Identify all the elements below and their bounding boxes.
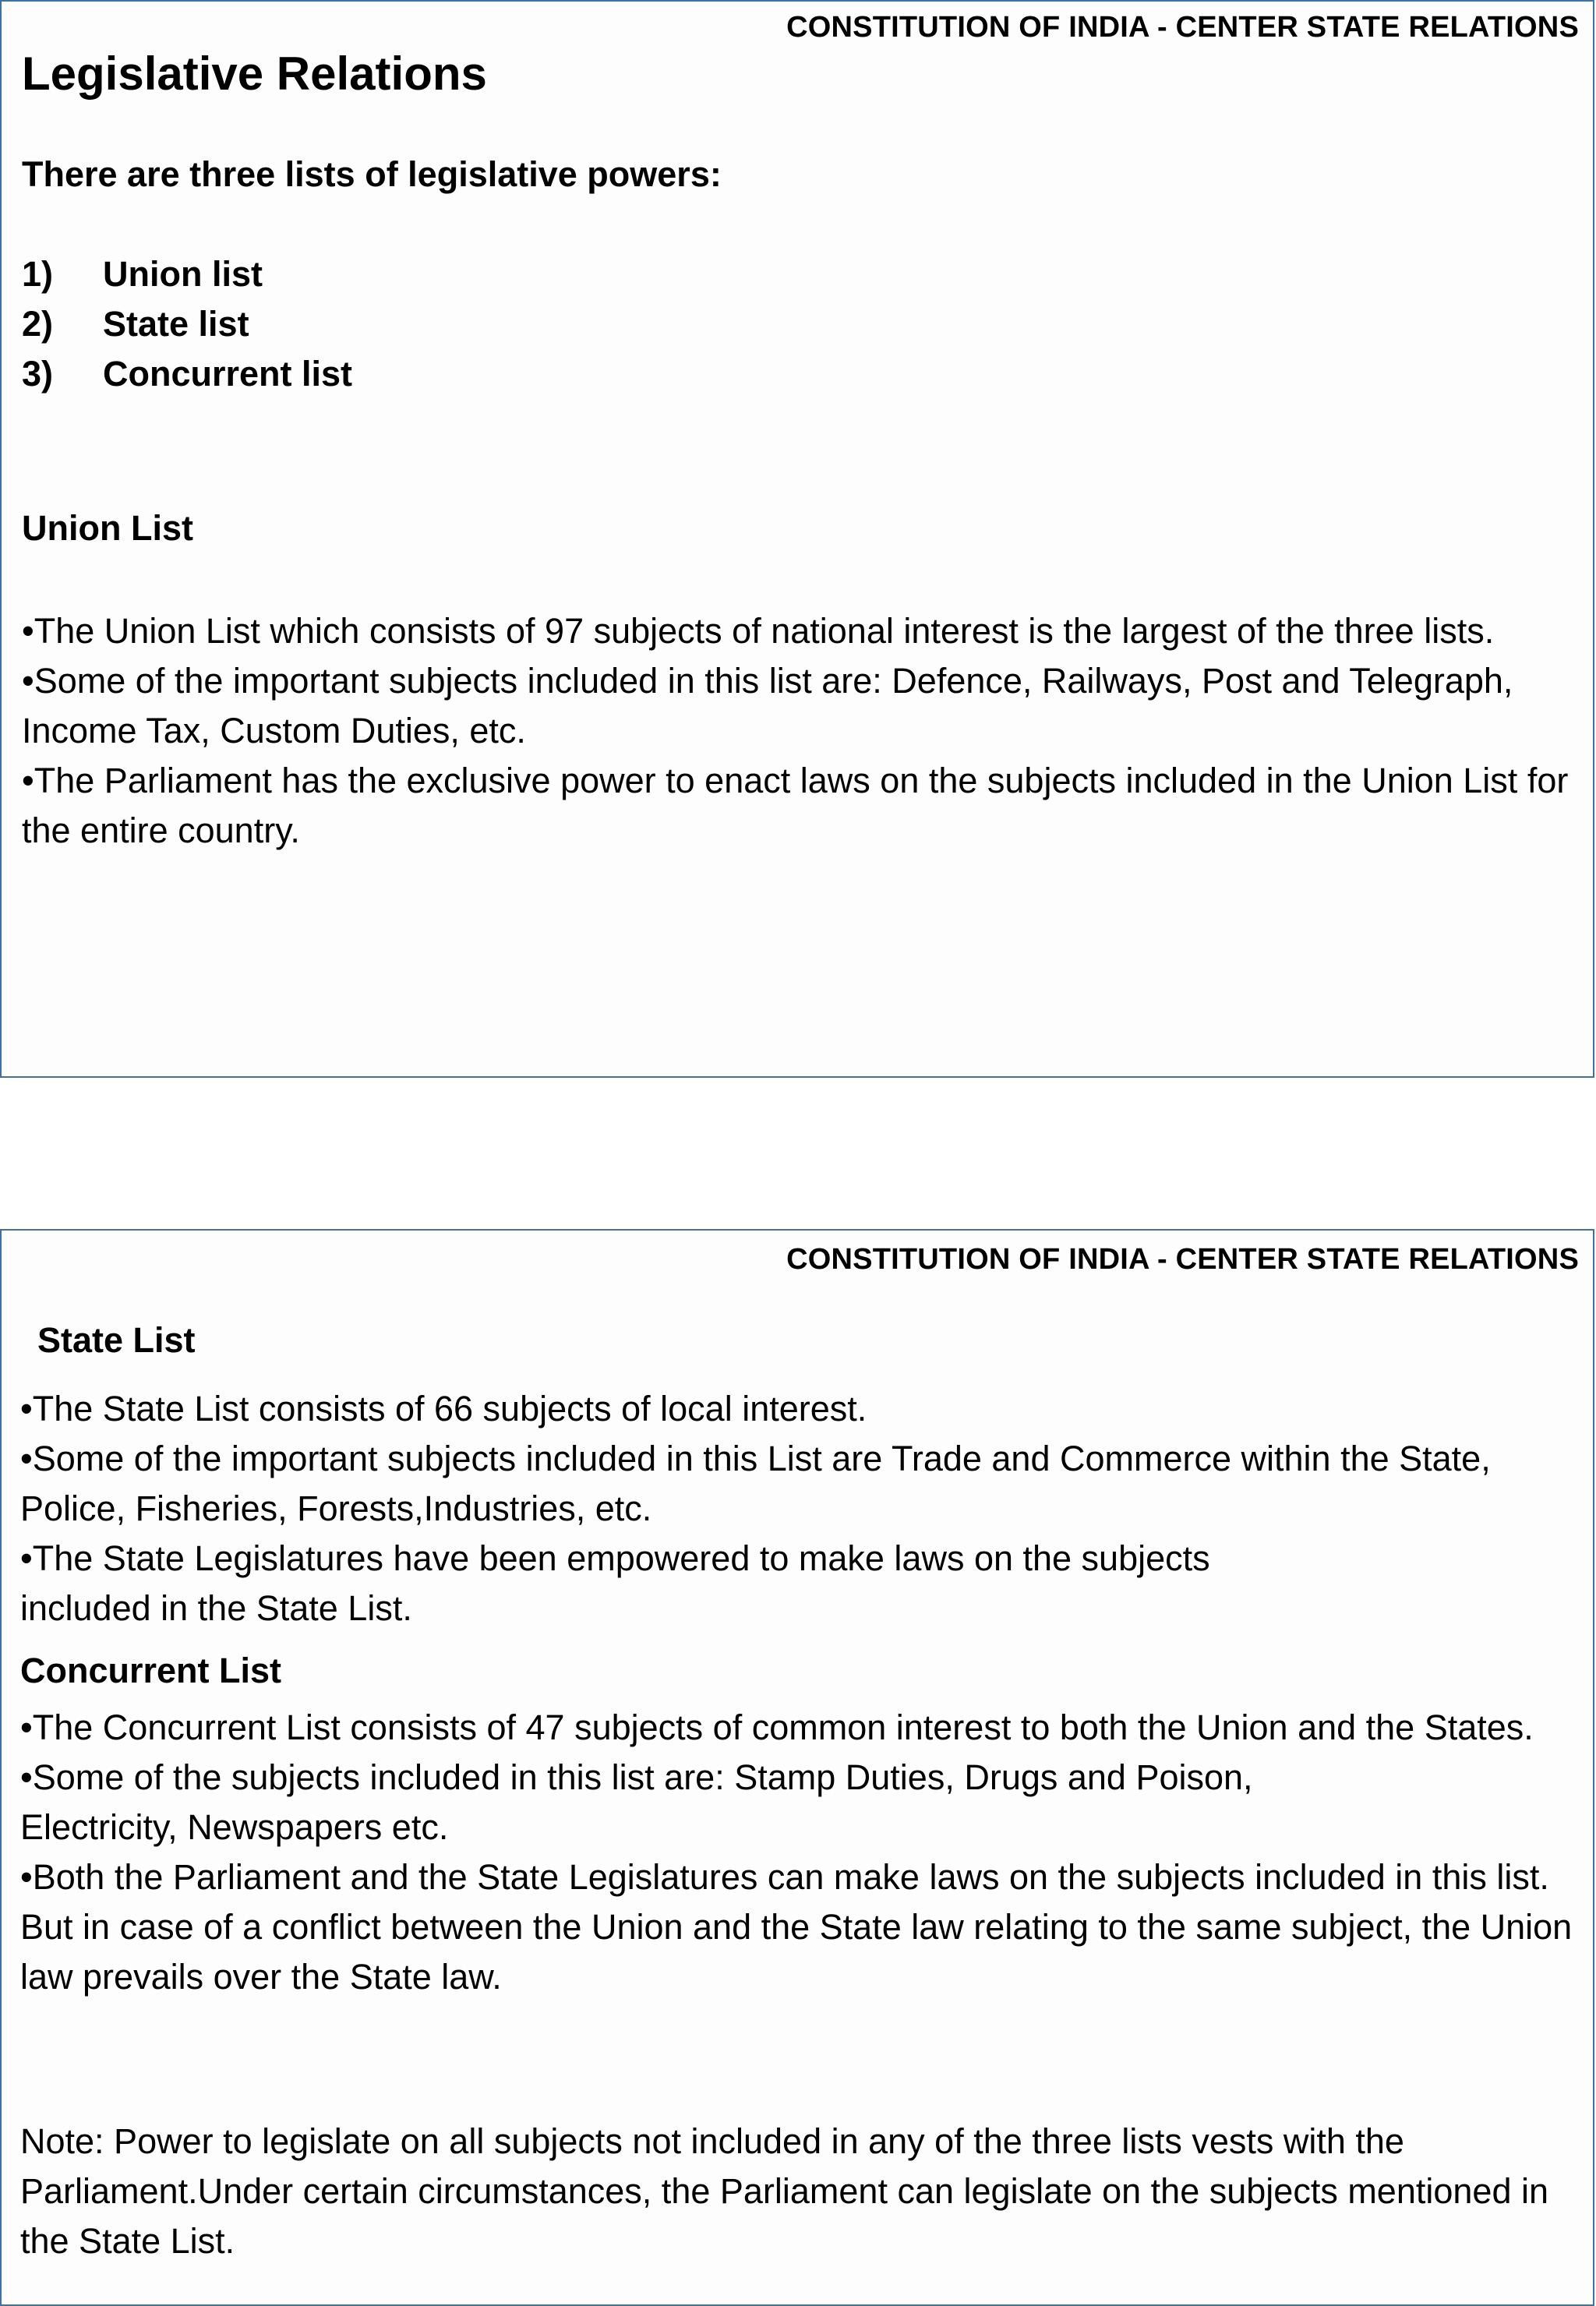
list-item-state [22, 299, 352, 349]
legislative-lists [22, 249, 352, 399]
list-item-union [22, 249, 352, 299]
bullet-item: •The State Legislatures have been empowered to make laws on the subjects included in the State List. [20, 1538, 1210, 1628]
intro-text: There are three lists of legislative powers: [22, 154, 722, 194]
bullet-item: •Both the Parliament and the State Legislatures can make laws on the subjects included in this list. But in case of a conflict between the Union and the State law relating to the same subject, the Union law prevails over the State law. [20, 1857, 1573, 1997]
concurrent-list-heading: Concurrent List [20, 1651, 282, 1690]
union-list-bullets [22, 606, 1574, 856]
note-text: Note: Power to legislate on all subjects not included in any of the three lists vests with the Parliament.Under certain circumstances, the Parliament can legislate on the subjects mentioned in the State List. [20, 2121, 1548, 2261]
bullet-item: •The Parliament has the exclusive power to enact laws on the subjects included in the Union List for the entire country. [22, 761, 1569, 850]
bullet-item: •Some of the subjects included in this list are: Stamp Duties, Drugs and Poison, Electricity, Newspapers etc. [20, 1757, 1253, 1847]
slide-header: CONSTITUTION OF INDIA - CENTER STATE RELATIONS [786, 11, 1579, 44]
page-title: Legislative Relations [22, 48, 487, 100]
list-label: State list [103, 304, 249, 344]
bullet-item: •The Concurrent List consists of 47 subjects of common interest to both the Union and the States. [20, 1707, 1534, 1747]
union-list-heading: Union List [22, 508, 193, 548]
list-item-concurrent [22, 349, 352, 399]
bullet-item: •The Union List which consists of 97 subjects of national interest is the largest of the three lists. [22, 611, 1495, 651]
list-label: Concurrent list [103, 354, 353, 394]
list-number: 1) [22, 254, 54, 294]
list-number: 3) [22, 354, 54, 394]
list-label: Union list [103, 254, 263, 294]
concurrent-list-bullets [20, 1703, 1577, 2002]
state-list-heading: State List [37, 1320, 196, 1360]
bullet-item: •The State List consists of 66 subjects of local interest. [20, 1389, 867, 1428]
slide-legislative-relations [0, 0, 1594, 1078]
slide-header: CONSTITUTION OF INDIA - CENTER STATE RELATIONS [786, 1243, 1579, 1276]
state-list-bullets [20, 1384, 1577, 1633]
list-number: 2) [22, 304, 54, 344]
bullet-item: •Some of the important subjects included in this list are: Defence, Railways, Post and Telegraph, Income Tax, Custom Duties, etc. [22, 661, 1513, 750]
bullet-item: •Some of the important subjects included in this List are Trade and Commerce within the State, Police, Fisheries, Forests,Industries, etc. [20, 1439, 1491, 1528]
